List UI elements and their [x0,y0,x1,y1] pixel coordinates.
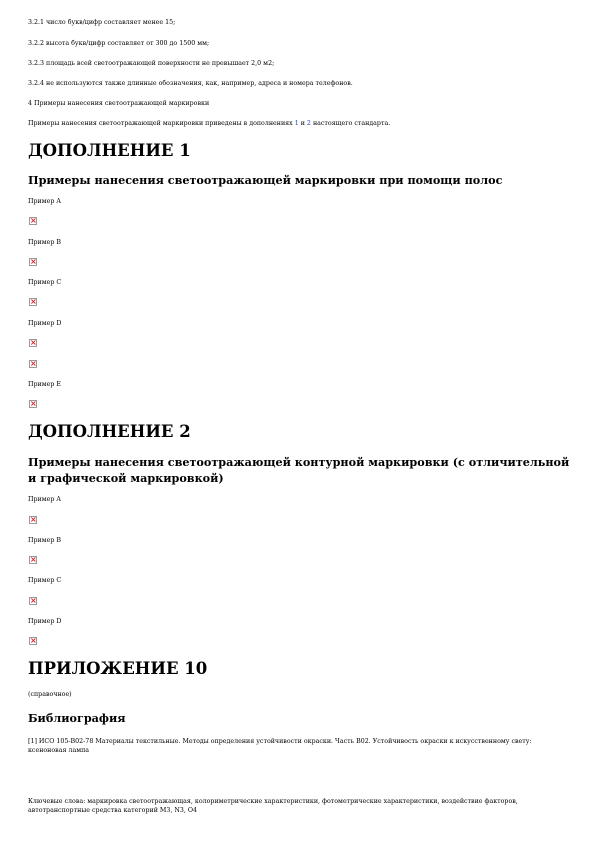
broken-image-icon [29,597,37,605]
broken-image-icon [29,400,37,408]
appendix-10-title: ПРИЛОЖЕНИЕ 10 [28,659,208,678]
supplement-1-example-b-label: Пример B [28,239,62,246]
paragraph-3-2-3: 3.2.3 площадь всей светоотражающей поверхности не превышает 2,0 м2; [28,60,275,67]
supplement-2-title: ДОПОЛНЕНИЕ 2 [28,422,191,441]
supplement-1-link[interactable]: 1 [294,120,299,127]
supplement-2-example-d-label: Пример D [28,618,62,625]
section-4-heading: 4 Примеры нанесения светоотражающей маркировки [28,100,210,107]
broken-image-icon [29,339,37,347]
supplement-1-subtitle: Примеры нанесения светоотражающей маркировки при помощи полос [28,173,503,187]
supplement-1-example-a-label: Пример A [28,198,61,205]
supplement-1-example-c-label: Пример C [28,279,62,286]
broken-image-icon [29,516,37,524]
broken-image-icon [29,298,37,306]
examples-reference-paragraph: Примеры нанесения светоотражающей маркировки приведены в дополнениях 1 и 2 настоящего стандарта. [28,120,391,127]
broken-image-icon [29,556,37,564]
bibliography-ref-1: [1] ИСО 105-В02-78 Материалы текстильные. Методы определения устойчивости окраски. Часть В02. Устойчивость окраски к искусственному свету: ксеноновая лампа [28,738,532,754]
broken-image-icon [29,360,37,368]
broken-image-icon [29,637,37,645]
broken-image-icon [29,217,37,225]
keywords-paragraph: Ключевые слова: маркировка светоотражающая, колориметрические характеристики, фотометрические характеристики, воздействие факторов, автотранспортные средства категорий М3, N3, O4 [28,798,518,814]
appendix-10-note: (справочное) [28,691,72,698]
supplement-1-example-e-label: Пример E [28,381,61,388]
paragraph-3-2-2: 3.2.2 высота букв/цифр составляет от 300 до 1500 мм; [28,40,210,47]
bibliography-title: Библиография [28,711,126,725]
paragraph-3-2-4: 3.2.4 не используются также длинные обозначения, как, например, адреса и номера телефонов. [28,80,353,87]
supplement-2-subtitle: Примеры нанесения светоотражающей контурной маркировки (с отличительной и графической маркировкой) [28,455,570,485]
supplement-1-example-d-label: Пример D [28,320,62,327]
supplement-2-link[interactable]: 2 [306,120,311,127]
supplement-1-title: ДОПОЛНЕНИЕ 1 [28,141,191,160]
supplement-2-example-a-label: Пример A [28,496,61,503]
paragraph-3-2-1: 3.2.1 число букв/цифр составляет менее 15; [28,19,176,26]
supplement-2-example-b-label: Пример B [28,537,62,544]
broken-image-icon [29,258,37,266]
supplement-2-example-c-label: Пример C [28,577,62,584]
